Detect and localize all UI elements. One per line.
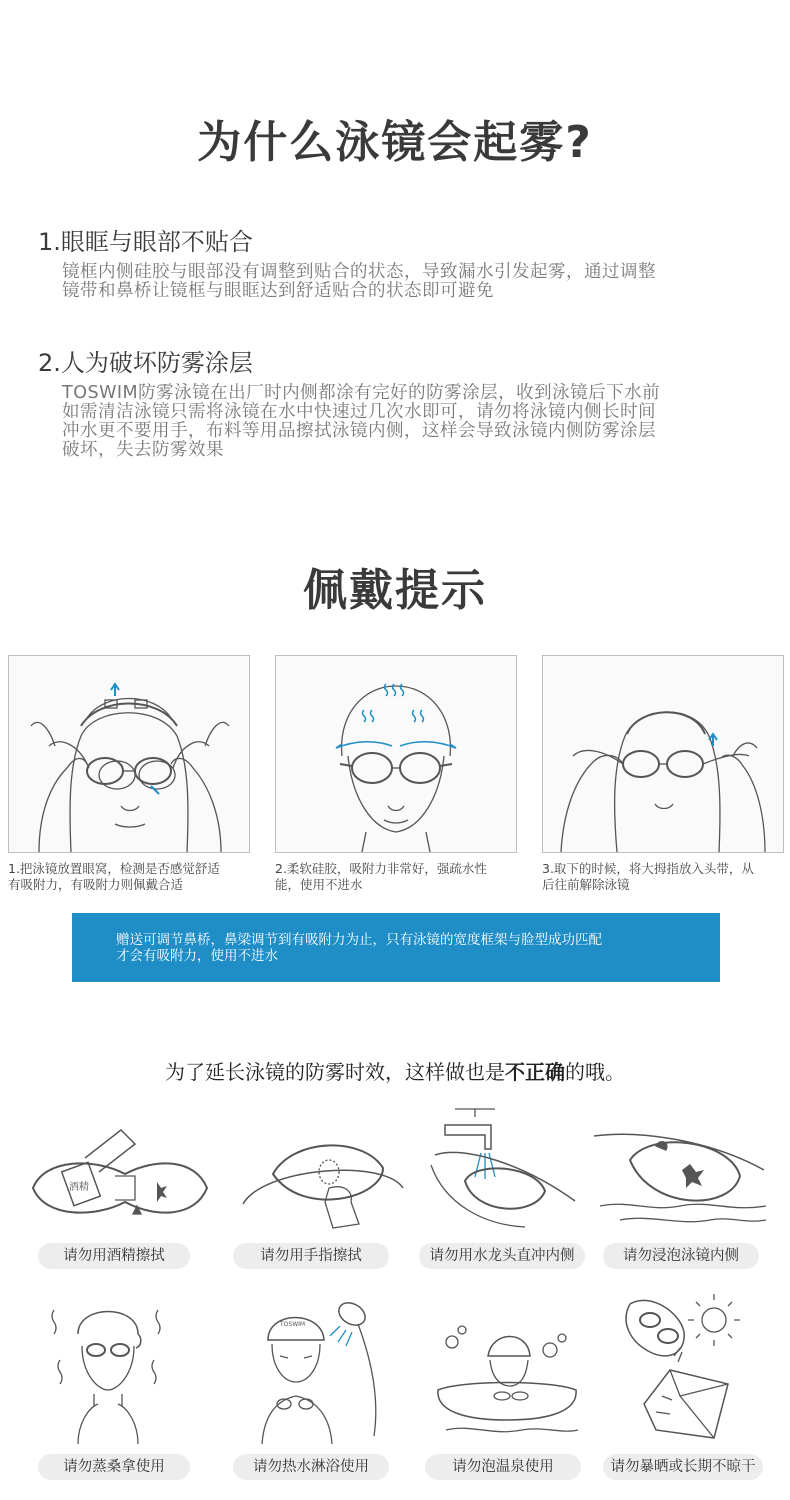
caption-line: 能，使用不进水	[275, 877, 363, 892]
dont-label-2: 请勿用手指擦拭	[233, 1243, 389, 1269]
caption-line: 3.取下的时候，将大拇指放入头带，从	[542, 861, 754, 876]
wear-illustration-2	[275, 655, 517, 853]
dont-label-5: 请勿蒸桑拿使用	[38, 1454, 190, 1480]
sauna-illustration	[48, 1294, 168, 1444]
caption-line: 有吸附力，有吸附力则佩戴合适	[8, 877, 184, 892]
cap-logo: TOSWIM	[280, 1321, 306, 1328]
caption-line: 2.柔软硅胶，吸附力非常好，强疏水性	[275, 861, 487, 876]
sun-dry-illustration	[610, 1292, 760, 1444]
dont-label-3: 请勿用水龙头直冲内侧	[419, 1243, 585, 1269]
shower-illustration	[240, 1296, 390, 1444]
reason-2-line: 冲水更不要用手，布料等用品擦拭泳镜内侧，这样会导致泳镜内侧防雾涂层	[62, 421, 656, 441]
lead-suffix: 的哦。	[565, 1060, 625, 1084]
bottle-label: 酒精	[69, 1182, 89, 1193]
reason-2-line: TOSWIM防雾泳镜在出厂时内侧都涂有完好的防雾涂层，收到泳镜后下水前	[62, 383, 661, 403]
alcohol-wipe-illustration	[25, 1118, 215, 1230]
hot-spring-illustration	[432, 1320, 582, 1444]
reason-1-body	[62, 263, 762, 301]
reason-1-line: 镜框内侧硅胶与眼部没有调整到贴合的状态，导致漏水引发起雾，通过调整	[62, 262, 656, 282]
faucet-illustration	[425, 1105, 585, 1233]
reason-2-title: 2.人为破坏防雾涂层	[38, 349, 253, 377]
wear-caption-1	[8, 861, 258, 893]
dont-label-4: 请勿浸泡泳镜内侧	[603, 1243, 759, 1269]
lead-prefix: 为了延长泳镜的防雾时效，这样做也是	[165, 1060, 505, 1084]
reason-2-line: 如需清洁泳镜只需将泳镜在水中快速过几次水即可，请勿将泳镜内侧长时间	[62, 402, 656, 422]
dont-label-8: 请勿暴晒或长期不晾干	[603, 1454, 763, 1480]
reason-2-line: 破坏，失去防雾效果	[62, 440, 224, 460]
wear-caption-3	[542, 861, 790, 893]
notice-line: 赠送可调节鼻桥，鼻梁调节到有吸附力为止，只有泳镜的宽度框架与脸型成功匹配	[116, 932, 602, 948]
heading-wear: 佩戴提示	[303, 565, 487, 616]
wear-illustration-1	[8, 655, 250, 853]
wear-illustration-3	[542, 655, 784, 853]
wear-caption-2	[275, 861, 525, 893]
heading-fog: 为什么泳镜会起雾?	[197, 117, 593, 168]
finger-wipe-illustration	[233, 1118, 409, 1230]
dont-label-1: 请勿用酒精擦拭	[38, 1243, 190, 1269]
soak-illustration	[590, 1120, 768, 1232]
dont-label-7: 请勿泡温泉使用	[425, 1454, 581, 1480]
caption-line: 1.把泳镜放置眼窝，检测是否感觉舒适	[8, 861, 220, 876]
reason-2-body	[62, 384, 762, 460]
caption-line: 后往前解除泳镜	[542, 877, 630, 892]
dont-label-6: 请勿热水淋浴使用	[233, 1454, 389, 1480]
lead-emphasis: 不正确	[505, 1060, 565, 1084]
dont-lead-text	[0, 1056, 790, 1085]
reason-1-line: 镜带和鼻桥让镜框与眼眶达到舒适贴合的状态即可避免	[62, 281, 494, 301]
nose-bridge-notice	[72, 913, 720, 982]
reason-1-title: 1.眼眶与眼部不贴合	[38, 228, 253, 256]
notice-line: 才会有吸附力，使用不进水	[116, 948, 278, 964]
